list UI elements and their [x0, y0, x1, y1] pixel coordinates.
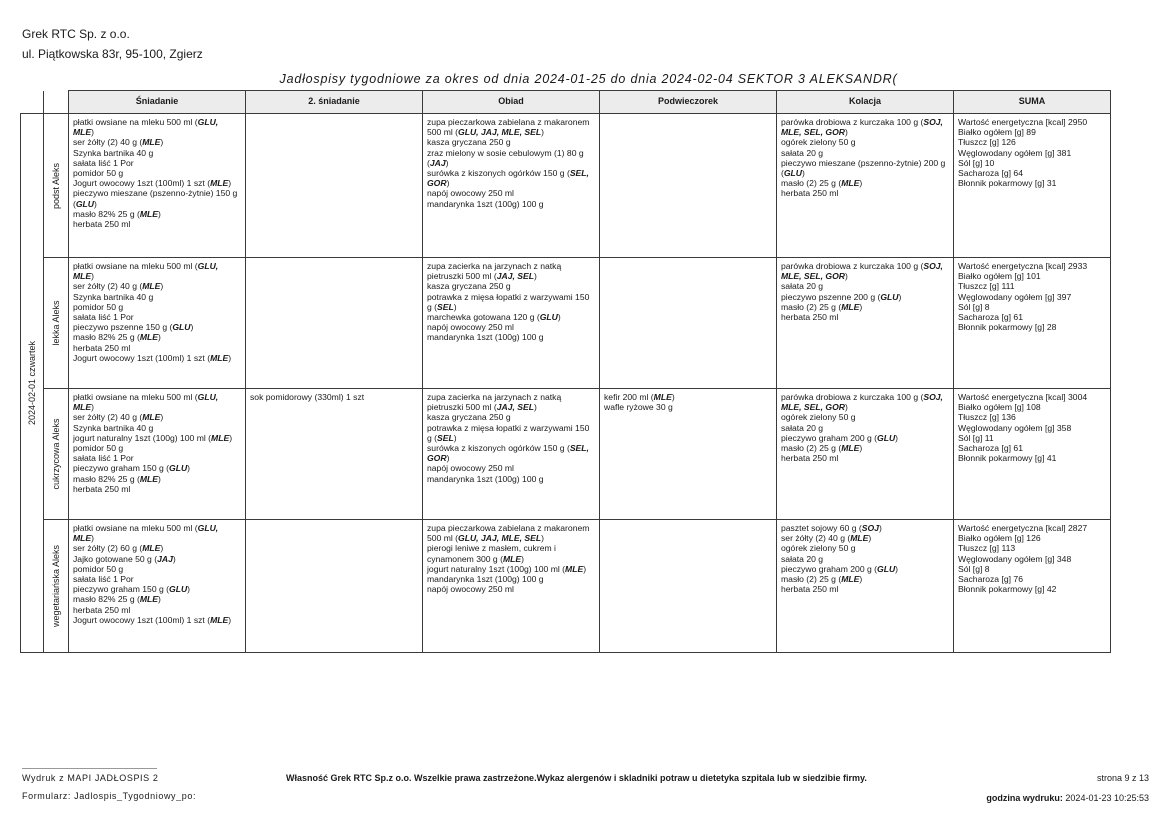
cell-line: Jogurt owocowy 1szt (100ml) 1 szt (MLE)	[73, 178, 232, 189]
diet-label: lekka Aleks	[50, 300, 61, 346]
diet-cell	[44, 114, 69, 258]
meal-breakfast	[69, 258, 246, 389]
cell-line: pieczywo mieszane (pszenno-żytnie) 200 g (GLU)	[781, 157, 946, 179]
cell-line: ogórek zielony 50 g	[781, 137, 856, 148]
column-header-sum: SUMA	[954, 91, 1111, 114]
cell-line: zupa zacierka na jarzynach z natką pietruszki 500 ml (JAJ, SEL)	[427, 261, 562, 282]
cell-line: masło 82% 25 g (MLE)	[73, 208, 161, 219]
cell-line: Węglowodany ogółem [g] 381	[958, 147, 1072, 158]
cell-line: Tłuszcz [g] 126	[958, 137, 1016, 148]
cell-line: masło (2) 25 g (MLE)	[781, 574, 863, 585]
company-header	[22, 24, 203, 64]
meal-lunch	[423, 520, 600, 653]
cell-line: surówka z kiszonych ogórków 150 g (SEL, GOR)	[427, 168, 589, 189]
column-header-second-breakfast: 2. śniadanie	[246, 91, 423, 114]
cell-line: masło 82% 25 g (MLE)	[73, 332, 161, 343]
cell-line: Sól [g] 8	[958, 301, 990, 312]
cell-line: ser żółty (2) 60 g (MLE)	[73, 543, 164, 554]
cell-line: pieczywo graham 150 g (GLU)	[73, 584, 191, 595]
cell-line: herbata 250 ml	[781, 584, 839, 595]
cell-line: Węglowodany ogółem [g] 397	[958, 291, 1072, 302]
meal-lunch	[423, 114, 600, 258]
cell-line: Sól [g] 8	[958, 563, 990, 574]
cell-line: pieczywo pszenne 150 g (GLU)	[73, 322, 194, 333]
cell-line: zupa zacierka na jarzynach z natką pietruszki 500 ml (JAJ, SEL)	[427, 392, 562, 413]
cell-line: pomidor 50 g	[73, 301, 124, 312]
table-row	[21, 389, 1111, 520]
table-row	[21, 114, 1111, 258]
cell-line: Jogurt owocowy 1szt (100ml) 1 szt (MLE)	[73, 614, 232, 625]
column-header-dinner: Kolacja	[777, 91, 954, 114]
cell-line: sałata 20 g	[781, 147, 824, 158]
cell-line: masło (2) 25 g (MLE)	[781, 301, 863, 312]
cell-line: kefir 200 ml (MLE)	[604, 392, 675, 402]
meal-snack	[600, 389, 777, 520]
cell-line: pasztet sojowy 60 g (SOJ)	[781, 523, 882, 533]
cell-line: mandarynka 1szt (100g) 100 g	[427, 198, 544, 209]
cell-line: masło 82% 25 g (MLE)	[73, 594, 161, 605]
nutrition-sum	[954, 389, 1111, 520]
cell-line: sałata liść 1 Por	[73, 157, 134, 168]
nutrition-sum	[954, 114, 1111, 258]
cell-line: pieczywo mieszane (pszenno-żytnie) 150 g (GLU)	[73, 188, 238, 209]
cell-line: Białko ogółem [g] 126	[958, 533, 1041, 544]
cell-line: mandarynka 1szt (100g) 100 g	[427, 574, 544, 585]
date-cell	[21, 114, 44, 653]
cell-line: Białko ogółem [g] 108	[958, 402, 1041, 413]
table-row	[21, 258, 1111, 389]
cell-line: Wartość energetyczna [kcal] 2827	[958, 523, 1088, 533]
nutrition-sum	[954, 258, 1111, 389]
cell-line: pieczywo graham 200 g (GLU)	[781, 563, 899, 574]
cell-line: płatki owsiane na mleku 500 ml (GLU, MLE)	[73, 117, 219, 138]
meal-second-breakfast	[246, 389, 423, 520]
print-time	[986, 793, 1149, 803]
cell-line: Tłuszcz [g] 113	[958, 543, 1016, 554]
cell-line: Tłuszcz [g] 136	[958, 412, 1016, 423]
meal-dinner	[777, 389, 954, 520]
cell-line: Wartość energetyczna [kcal] 2950	[958, 117, 1088, 127]
diet-label: wegetariańska Aleks	[50, 544, 61, 628]
cell-line: mandarynka 1szt (100g) 100 g	[427, 473, 544, 484]
cell-line: zupa pieczarkowa zabielana z makaronem 500 ml (GLU, JAJ, MLE, SEL)	[427, 523, 590, 544]
cell-line: Jajko gotowane 50 g (JAJ)	[73, 553, 176, 564]
nutrition-sum	[954, 520, 1111, 653]
cell-line: napój owocowy 250 ml	[427, 188, 514, 199]
cell-line: Białko ogółem [g] 89	[958, 127, 1036, 138]
cell-line: sok pomidorowy (330ml) 1 szt	[250, 392, 365, 402]
table-row	[21, 520, 1111, 653]
cell-line: herbata 250 ml	[781, 453, 839, 464]
meal-snack	[600, 258, 777, 389]
meal-breakfast	[69, 520, 246, 653]
cell-line: sałata liść 1 Por	[73, 574, 134, 585]
cell-line: napój owocowy 250 ml	[427, 463, 514, 474]
cell-line: Sacharoza [g] 61	[958, 443, 1023, 454]
footer-divider	[22, 768, 157, 769]
cell-line: Szynka bartnika 40 g	[73, 147, 154, 158]
meal-second-breakfast	[246, 258, 423, 389]
cell-line: Błonnik pokarmowy [g] 31	[958, 178, 1057, 189]
cell-line: ser żółty (2) 40 g (MLE)	[73, 137, 164, 148]
cell-line: płatki owsiane na mleku 500 ml (GLU, MLE)	[73, 392, 219, 413]
cell-line: wafle ryżowe 30 g	[604, 402, 673, 413]
cell-line: pieczywo pszenne 200 g (GLU)	[781, 291, 902, 302]
cell-line: pomidor 50 g	[73, 563, 124, 574]
cell-line: parówka drobiowa z kurczaka 100 g (SOJ, MLE, SEL, GOR)	[781, 261, 943, 282]
cell-line: kasza gryczana 250 g	[427, 281, 511, 292]
diet-label: podst Aleks	[50, 162, 61, 209]
diet-label: cukrzycowa Aleks	[50, 418, 61, 490]
cell-line: pomidor 50 g	[73, 443, 124, 454]
cell-line: kasza gryczana 250 g	[427, 412, 511, 423]
cell-line: ogórek zielony 50 g	[781, 412, 856, 423]
print-time-label: godzina wydruku:	[986, 793, 1063, 803]
company-address: ul. Piątkowska 83r, 95-100, Zgierz	[22, 47, 203, 61]
cell-line: herbata 250 ml	[73, 604, 131, 615]
cell-line: Sól [g] 10	[958, 157, 995, 168]
column-header-breakfast: Śniadanie	[69, 91, 246, 114]
cell-line: zupa pieczarkowa zabielana z makaronem 500 ml (GLU, JAJ, MLE, SEL)	[427, 117, 590, 138]
cell-line: pieczywo graham 200 g (GLU)	[781, 432, 899, 443]
cell-line: Białko ogółem [g] 101	[958, 271, 1041, 282]
cell-line: ser żółty (2) 40 g (MLE)	[781, 533, 872, 544]
cell-line: parówka drobiowa z kurczaka 100 g (SOJ, MLE, SEL, GOR)	[781, 392, 943, 413]
cell-line: ogórek zielony 50 g	[781, 543, 856, 554]
cell-line: Jogurt owocowy 1szt (100ml) 1 szt (MLE)	[73, 352, 232, 363]
diet-cell	[44, 258, 69, 389]
cell-line: Węglowodany ogółem [g] 358	[958, 422, 1072, 433]
cell-line: sałata 20 g	[781, 281, 824, 292]
cell-line: Wartość energetyczna [kcal] 2933	[958, 261, 1088, 271]
cell-line: sałata 20 g	[781, 553, 824, 564]
meal-lunch	[423, 258, 600, 389]
cell-line: herbata 250 ml	[73, 483, 131, 494]
cell-line: mandarynka 1szt (100g) 100 g	[427, 332, 544, 343]
menu-table	[20, 90, 1111, 653]
meal-dinner	[777, 520, 954, 653]
column-header-snack: Podwieczorek	[600, 91, 777, 114]
cell-line: Sacharoza [g] 64	[958, 168, 1023, 179]
cell-line: potrawka z mięsa łopatki z warzywami 150 g (SEL)	[427, 291, 590, 312]
cell-line: ser żółty (2) 40 g (MLE)	[73, 281, 164, 292]
footer-ownership-note: Własność Grek RTC Sp.z o.o. Wszelkie prawa zastrzeżone.Wykaz alergenów i skladniki potraw u dietetyka szpitala lub w siedzibie firmy.	[286, 773, 867, 783]
cell-line: płatki owsiane na mleku 500 ml (GLU, MLE)	[73, 523, 219, 544]
cell-line: Błonnik pokarmowy [g] 41	[958, 453, 1057, 464]
company-name: Grek RTC Sp. z o.o.	[22, 27, 130, 41]
cell-line: potrawka z mięsa łopatki z warzywami 150 g (SEL)	[427, 422, 590, 443]
header-row	[21, 91, 1111, 114]
cell-line: sałata liść 1 Por	[73, 312, 134, 323]
cell-line: ser żółty (2) 40 g (MLE)	[73, 412, 164, 423]
page-number: strona 9 z 13	[1096, 773, 1149, 783]
cell-line: parówka drobiowa z kurczaka 100 g (SOJ, MLE, SEL, GOR)	[781, 117, 943, 138]
footer-form-label: Formularz: Jadlospis_Tygodniowy_po:	[22, 791, 197, 801]
diet-cell	[44, 389, 69, 520]
cell-line: marchewka gotowana 120 g (GLU)	[427, 312, 561, 323]
cell-line: jogurt naturalny 1szt (100g) 100 ml (MLE)	[427, 563, 587, 574]
cell-line: jogurt naturalny 1szt (100g) 100 ml (MLE)	[73, 432, 233, 443]
cell-line: Sól [g] 11	[958, 432, 994, 443]
cell-line: surówka z kiszonych ogórków 150 g (SEL, GOR)	[427, 443, 589, 464]
meal-breakfast	[69, 389, 246, 520]
cell-line: Błonnik pokarmowy [g] 28	[958, 322, 1057, 333]
header-blank	[21, 91, 44, 114]
cell-line: napój owocowy 250 ml	[427, 584, 514, 595]
cell-line: napój owocowy 250 ml	[427, 322, 514, 333]
footer-print-label: Wydruk z MAPI JADŁOSPIS 2	[22, 773, 159, 783]
cell-line: herbata 250 ml	[781, 312, 839, 323]
cell-line: pierogi leniwe z masłem, cukrem i cynamonem 300 g (MLE)	[427, 543, 556, 564]
cell-line: sałata 20 g	[781, 422, 824, 433]
print-time-value: 2024-01-23 10:25:53	[1065, 793, 1149, 803]
meal-breakfast	[69, 114, 246, 258]
cell-line: Błonnik pokarmowy [g] 42	[958, 584, 1057, 595]
meal-lunch	[423, 389, 600, 520]
cell-line: sałata liść 1 Por	[73, 453, 134, 464]
cell-line: Sacharoza [g] 76	[958, 574, 1023, 585]
cell-line: pomidor 50 g	[73, 168, 124, 179]
cell-line: Szynka bartnika 40 g	[73, 422, 154, 433]
cell-line: Wartość energetyczna [kcal] 3004	[958, 392, 1088, 402]
meal-dinner	[777, 114, 954, 258]
meal-second-breakfast	[246, 520, 423, 653]
header-blank	[44, 91, 69, 114]
meal-dinner	[777, 258, 954, 389]
meal-snack	[600, 114, 777, 258]
cell-line: Sacharoza [g] 61	[958, 312, 1023, 323]
cell-line: pieczywo graham 150 g (GLU)	[73, 463, 191, 474]
diet-cell	[44, 520, 69, 653]
cell-line: Węglowodany ogółem [g] 348	[958, 553, 1072, 564]
cell-line: herbata 250 ml	[73, 219, 131, 230]
meal-snack	[600, 520, 777, 653]
cell-line: zraz mielony w sosie cebulowym (1) 80 g (JAJ)	[427, 147, 584, 168]
cell-line: masło 82% 25 g (MLE)	[73, 473, 161, 484]
cell-line: Tłuszcz [g] 111	[958, 281, 1015, 292]
meal-second-breakfast	[246, 114, 423, 258]
cell-line: płatki owsiane na mleku 500 ml (GLU, MLE)	[73, 261, 219, 282]
column-header-lunch: Obiad	[423, 91, 600, 114]
date-label: 2024-02-01 czwartek	[26, 340, 37, 426]
cell-line: masło (2) 25 g (MLE)	[781, 178, 863, 189]
cell-line: herbata 250 ml	[73, 342, 131, 353]
cell-line: masło (2) 25 g (MLE)	[781, 443, 863, 454]
cell-line: kasza gryczana 250 g	[427, 137, 511, 148]
cell-line: herbata 250 ml	[781, 188, 839, 199]
page-title: Jadłospisy tygodniowe za okres od dnia 2024-01-25 do dnia 2024-02-04 SEKTOR 3 ALEKSANDR(	[279, 72, 898, 86]
cell-line: Szynka bartnika 40 g	[73, 291, 154, 302]
